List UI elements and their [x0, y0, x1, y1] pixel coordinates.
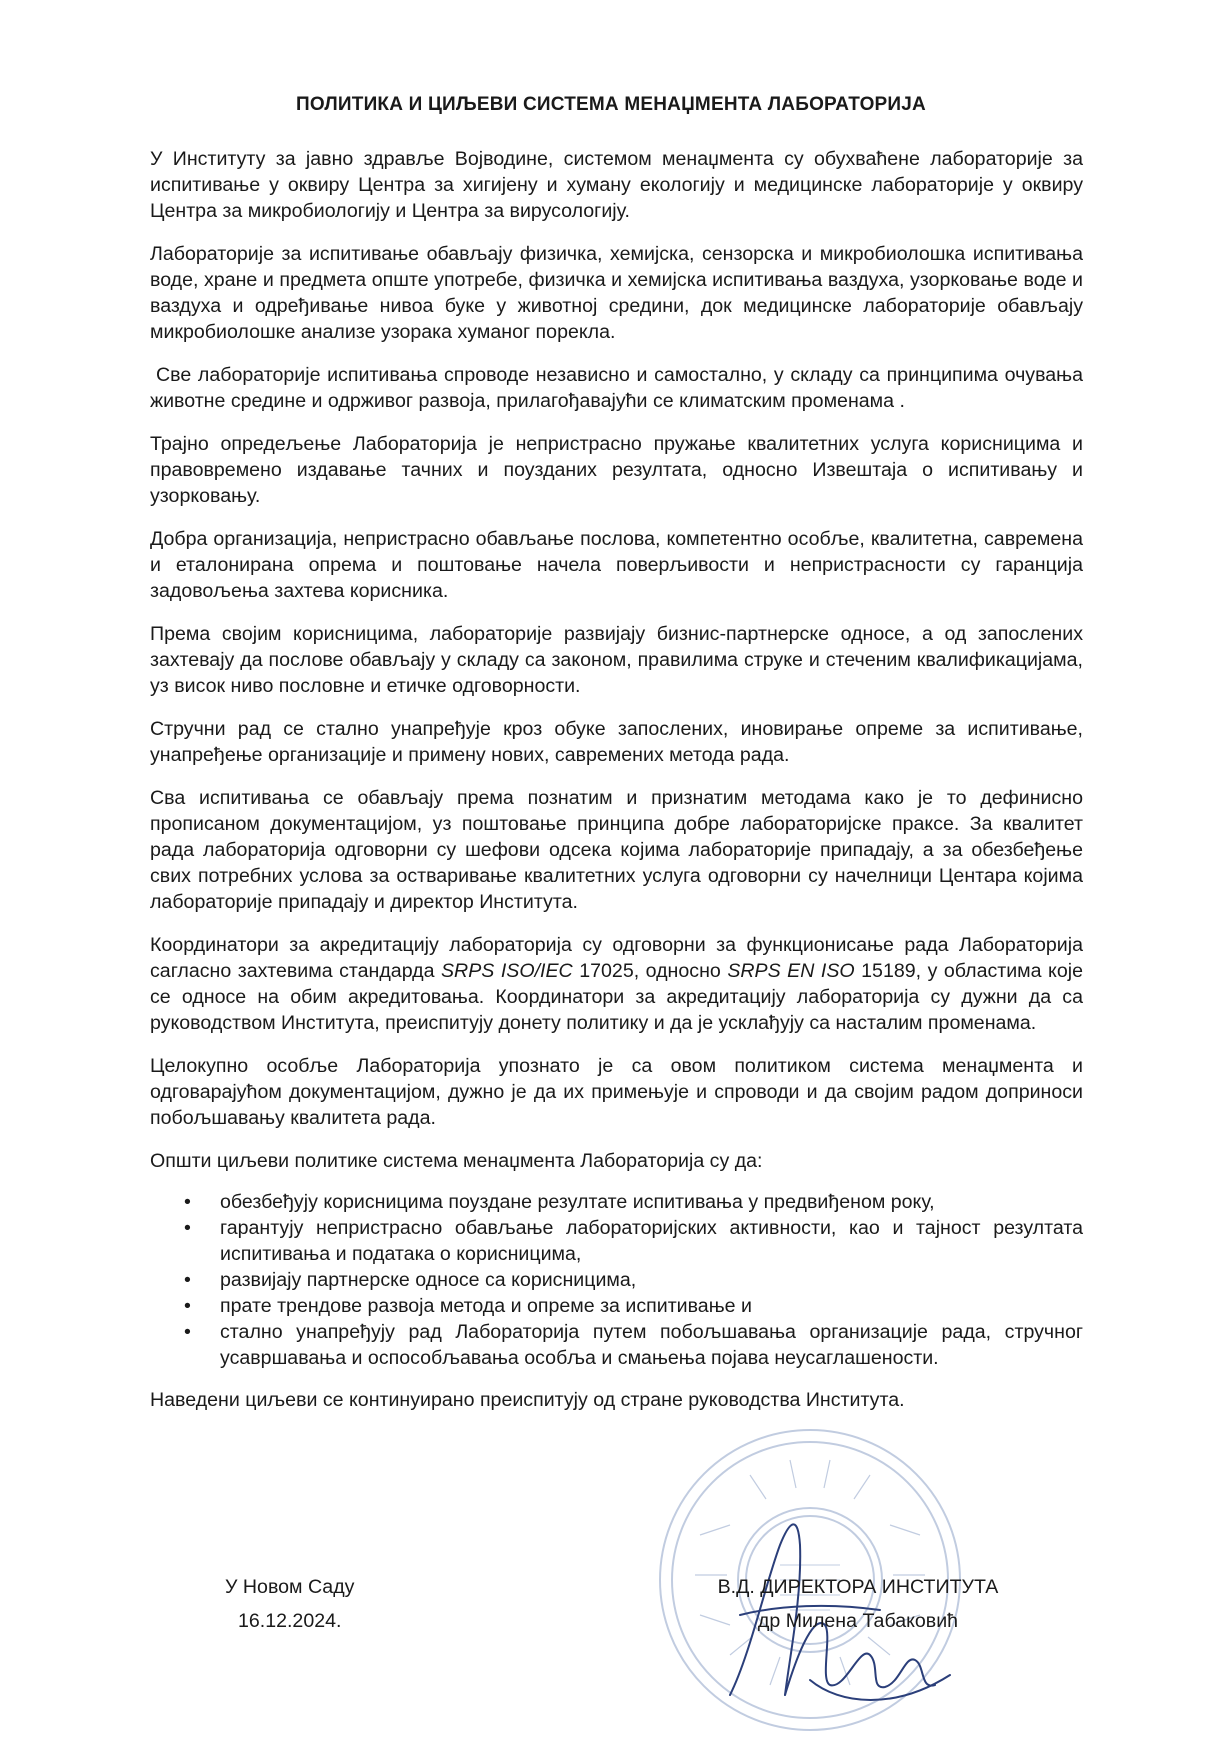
- paragraph-scope: У Институту за јавно здравље Војводине, системом менаџмента су обухваћене лабораторије за испитивање у оквиру Центра за хигијену и хуману екологију и медицинске лабораторије у оквиру Центра за микробиологију и Центра за вирусологију.: [150, 148, 1083, 222]
- goal-text: прате трендове развоја метода и опреме за испитивање и: [220, 1295, 752, 1317]
- bullet-icon: •: [184, 1269, 191, 1291]
- paragraph-improvement: Стручни рад се стално унапређује кроз обуке запослених, иновирање опреме за испитивање, унапређење организације и примену нових, савремених метода рада.: [150, 718, 1083, 766]
- document-body: [150, 146, 1083, 1430]
- goal-text: развијају партнерске односе са корисницима,: [220, 1269, 637, 1291]
- bullet-icon: •: [184, 1321, 191, 1343]
- bullet-icon: •: [184, 1217, 191, 1239]
- list-item: [150, 1215, 1083, 1267]
- accreditation-text-2: 17025, односно: [572, 960, 728, 982]
- goals-list: [150, 1189, 1083, 1371]
- paragraph-methods: Сва испитивања се обављају према познатим и признатим методама како је то дефинисно прописаном документацијом, уз поштовање принципа добре лабораторијске праксе. За квалитет рада лабораторија одговорни су шефови одсека којима лабораторије припадају, а за обезбеђење свих потребних услова за остваривање квалитетних услуга одговорни су начелници Центара којима лабораторије припадају и директор Института.: [150, 787, 1083, 913]
- accreditation-text-3: 15189, у областима које се односе на обим акредитовања. Координатори за акредитацију лабораторија су дужни да са руководством Института, преиспитују донету политику и да је усклађују са насталим променама.: [150, 960, 1083, 1034]
- accreditation-text-1: Координатори за акредитацију лабораторија су одговорни за функционисање рада Лабораторија сагласно захтевима стандарда: [150, 934, 1083, 982]
- paragraph-lab-activities: Лабораторије за испитивање обављају физичка, хемијска, сензорска и микробиолошка испитивања воде, хране и предмета опште употребе, физичка и хемијска испитивања ваздуха, узорковање воде и ваздуха и одређивање нивоа буке у животној средини, док медицинске лабораторије обављају микробиолошке анализе узорака хуманог порекла.: [150, 243, 1083, 343]
- bullet-icon: •: [184, 1191, 191, 1213]
- goal-text: гарантују непристрасно обављање лабораторијских активности, као и тајност резултата испитивања и података о корисницима,: [220, 1217, 1083, 1265]
- goal-text: стално унапређују рад Лабораторија путем побољшавања организације рада, стручног усавршавања и оспособљавања особља и смањења појава неусаглашености.: [220, 1321, 1083, 1369]
- paragraph-independence: Све лабораторије испитивања спроводе независно и самостално, у складу са принципима очувања животне средине и одрживог развоја, прилагођавајући се климатским променама .: [150, 364, 1083, 412]
- goals-intro: Општи циљеви политике система менаџмента Лабораторија су да:: [150, 1150, 763, 1172]
- document-title: ПОЛИТИКА И ЦИЉЕВИ СИСТЕМА МЕНАЏМЕНТА ЛАБОРАТОРИЈА: [296, 94, 926, 115]
- signatory-name: др Милена Табаковић: [757, 1610, 959, 1632]
- list-item: [150, 1293, 1083, 1319]
- paragraph-customers: Према својим корисницима, лабораторије развијају бизнис-партнерске односе, а од запослених захтевају да послове обављају у складу са законом, правилима струке и стеченим квалификацијама, уз висок ниво пословне и етичке одговорности.: [150, 623, 1083, 697]
- list-item: [150, 1189, 1083, 1215]
- standard-en-iso: SRPS EN ISO: [727, 960, 855, 982]
- signatory-title: В.Д. ДИРЕКТОРА ИНСТИТУТА: [717, 1576, 999, 1598]
- paragraph-closing: Наведени циљеви се континуирано преиспитују од стране руководства Института.: [150, 1389, 905, 1411]
- standard-iso-iec: SRPS ISO/IEC: [440, 960, 573, 982]
- signatory-block: [688, 1570, 1028, 1638]
- bullet-icon: •: [184, 1295, 191, 1317]
- paragraph-organization: Добра организација, непристрасно обављање послова, компетентно особље, квалитетна, савремена и еталонирана опрема и поштовање начела поверљивости и непристрасности су гаранција задовољења захтева корисника.: [150, 528, 1083, 602]
- document-date: 16.12.2024.: [237, 1610, 342, 1632]
- list-item: [150, 1319, 1083, 1371]
- paragraph-staff: Целокупно особље Лабораторија упознато је са овом политиком система менаџмента и одговарајућом документацијом, дужно је да их примењује и спроводи и да својим радом доприноси побољшавању квалитета рада.: [150, 1055, 1083, 1129]
- place-date-block: [225, 1570, 354, 1638]
- place-label: У Новом Саду: [225, 1576, 355, 1598]
- goal-text: обезбеђују корисницима поуздане резултате испитивања у предвиђеном року,: [220, 1191, 935, 1213]
- paragraph-accreditation: [150, 932, 1083, 1036]
- paragraph-commitment: Трајно опредељење Лабораторија је непристрасно пружање квалитетних услуга корисницима и правовремено издавање тачних и поузданих резултата, односно Извештаја о испитивању и узорковању.: [150, 433, 1083, 507]
- list-item: [150, 1267, 1083, 1293]
